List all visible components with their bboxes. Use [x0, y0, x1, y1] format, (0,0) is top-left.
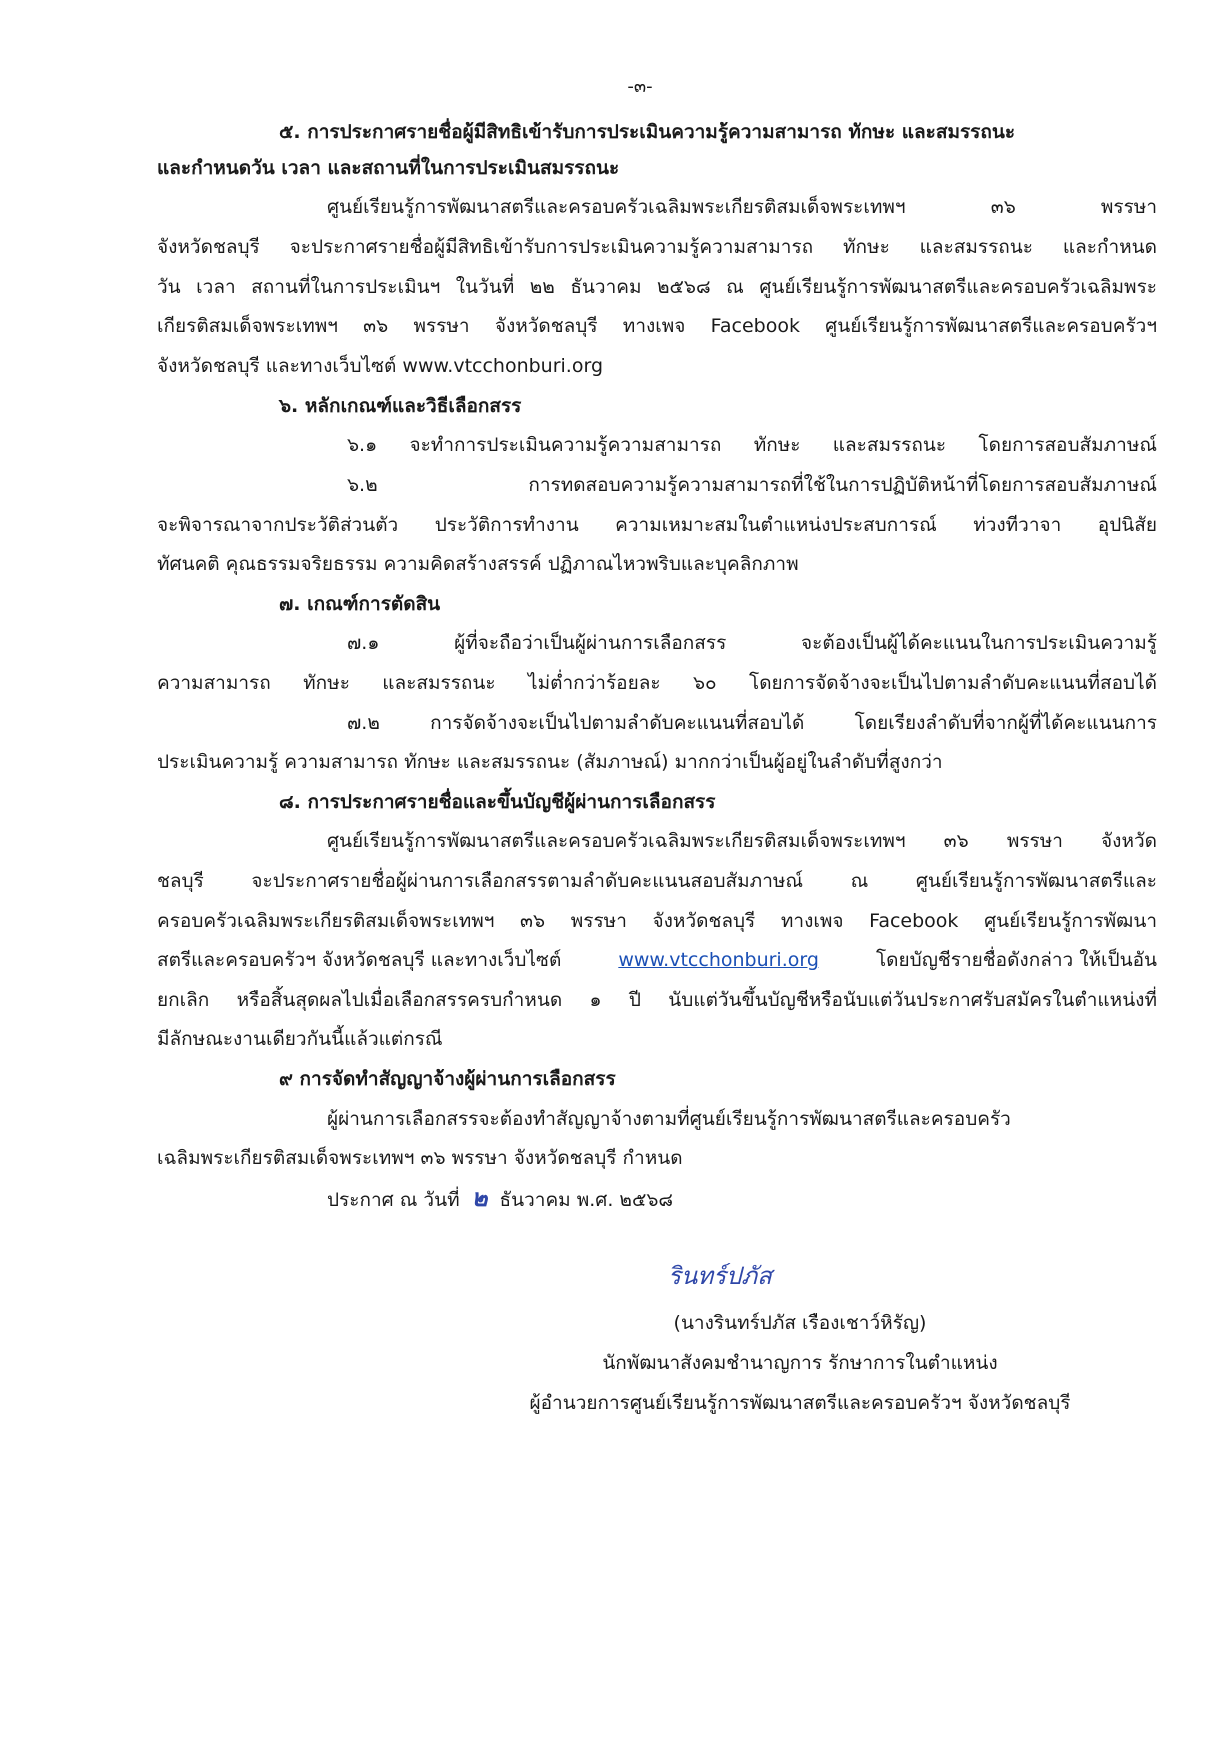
- signatory-name: (นางรินทร์ปภัส เรืองเชาว์หิรัญ): [673, 1312, 927, 1334]
- section8-heading: ๘. การประกาศรายชื่อและขึ้นบัญชีผู้ผ่านการเลือกสรร: [279, 791, 716, 813]
- section5-heading-2: และกำหนดวัน เวลา และสถานที่ในการประเมินสมรรถนะ: [157, 157, 620, 179]
- section7-item-2-line-1: ๗.๒ การจัดจ้างจะเป็นไปตามลำดับคะแนนที่สอบได้ โดยเรียงลำดับที่จากผู้ที่ได้คะแนนการ: [347, 712, 1157, 734]
- announcement-suffix: ธันวาคม พ.ศ. ๒๕๖๘: [499, 1189, 674, 1211]
- section5-line-3: วัน เวลา สถานที่ในการประเมินฯ ในวันที่ ๒๒ ธันวาคม ๒๕๖๘ ณ ศูนย์เรียนรู้การพัฒนาสตรีและครอบครัวเฉลิมพระ: [157, 276, 1157, 298]
- website-link[interactable]: www.vtcchonburi.org: [618, 949, 819, 971]
- section8-line-6: มีลักษณะงานเดียวกันนี้แล้วแต่กรณี: [157, 1028, 443, 1050]
- section5-line-2: จังหวัดชลบุรี จะประกาศรายชื่อผู้มีสิทธิเข้ารับการประเมินความรู้ความสามารถ ทักษะ และสมรรถนะ และกำหนด: [157, 236, 1157, 258]
- section9-heading: ๙ การจัดทำสัญญาจ้างผู้ผ่านการเลือกสรร: [279, 1068, 616, 1090]
- section8-line-1: ศูนย์เรียนรู้การพัฒนาสตรีและครอบครัวเฉลิมพระเกียรติสมเด็จพระเทพฯ ๓๖ พรรษา จังหวัด: [327, 830, 1157, 852]
- section8-line-3: ครอบครัวเฉลิมพระเกียรติสมเด็จพระเทพฯ ๓๖ พรรษา จังหวัดชลบุรี ทางเพจ Facebook ศูนย์เรียนรู้การพัฒนา: [157, 910, 1157, 932]
- announcement-date: [327, 1183, 673, 1213]
- section8-line-4: [157, 945, 1157, 975]
- section6-item-2-line-3: ทัศนคติ คุณธรรมจริยธรรม ความคิดสร้างสรรค์ ปฏิภาณไหวพริบและบุคลิกภาพ: [157, 553, 799, 575]
- section8-line-2: ชลบุรี จะประกาศรายชื่อผู้ผ่านการเลือกสรรตามลำดับคะแนนสอบสัมภาษณ์ ณ ศูนย์เรียนรู้การพัฒนาสตรีและ: [157, 870, 1157, 892]
- section7-heading: ๗. เกณฑ์การตัดสิน: [279, 593, 441, 615]
- section5-line-4: เกียรติสมเด็จพระเทพฯ ๓๖ พรรษา จังหวัดชลบุรี ทางเพจ Facebook ศูนย์เรียนรู้การพัฒนาสตรีและครอบครัวฯ: [157, 315, 1157, 337]
- announcement-prefix: ประกาศ ณ วันที่: [327, 1189, 460, 1211]
- page-number: -๓-: [627, 76, 653, 97]
- signatory-position-2: ผู้อำนวยการศูนย์เรียนรู้การพัฒนาสตรีและครอบครัวฯ จังหวัดชลบุรี: [529, 1392, 1071, 1414]
- section9-line-1: ผู้ผ่านการเลือกสรรจะต้องทำสัญญาจ้างตามที่ศูนย์เรียนรู้การพัฒนาสตรีและครอบครัว: [327, 1108, 1011, 1130]
- announcement-day: ๒: [471, 1183, 488, 1212]
- section9-line-2: เฉลิมพระเกียรติสมเด็จพระเทพฯ ๓๖ พรรษา จังหวัดชลบุรี กำหนด: [157, 1147, 683, 1169]
- section8-line-4-after: โดยบัญชีรายชื่อดังกล่าว ให้เป็นอัน: [875, 949, 1157, 971]
- section8-line-4-before: สตรีและครอบครัวฯ จังหวัดชลบุรี และทางเว็บไซต์: [157, 949, 562, 971]
- section7-item-1-line-1: ๗.๑ ผู้ที่จะถือว่าเป็นผู้ผ่านการเลือกสรร จะต้องเป็นผู้ได้คะแนนในการประเมินความรู้: [347, 632, 1157, 654]
- section8-line-5: ยกเลิก หรือสิ้นสุดผลไปเมื่อเลือกสรรครบกำหนด ๑ ปี นับแต่วันขึ้นบัญชีหรือนับแต่วันประกาศรับสมัครในตำแหน่งที่: [157, 989, 1157, 1011]
- handwritten-signature: รินทร์ปภัส: [668, 1262, 772, 1290]
- section6-item-2-line-1: ๖.๒ การทดสอบความรู้ความสามารถที่ใช้ในการปฏิบัติหน้าที่โดยการสอบสัมภาษณ์: [347, 474, 1157, 496]
- section5-line-5: จังหวัดชลบุรี และทางเว็บไซต์ www.vtcchonburi.org: [157, 355, 604, 377]
- section7-item-1-line-2: ความสามารถ ทักษะ และสมรรถนะ ไม่ต่ำกว่าร้อยละ ๖๐ โดยการจัดจ้างจะเป็นไปตามลำดับคะแนนที่สอบได้: [157, 672, 1157, 694]
- section5-heading-1: ๕. การประกาศรายชื่อผู้มีสิทธิเข้ารับการประเมินความรู้ความสามารถ ทักษะ และสมรรถนะ: [279, 121, 1016, 143]
- section5-line-1: ศูนย์เรียนรู้การพัฒนาสตรีและครอบครัวเฉลิมพระเกียรติสมเด็จพระเทพฯ ๓๖ พรรษา: [327, 196, 1157, 218]
- section6-item-2-line-2: จะพิจารณาจากประวัติส่วนตัว ประวัติการทำงาน ความเหมาะสมในตำแหน่งประสบการณ์ ท่วงทีวาจา อุปนิสัย: [157, 514, 1157, 536]
- signatory-position-1: นักพัฒนาสังคมชำนาญการ รักษาการในตำแหน่ง: [602, 1352, 998, 1374]
- section6-item-1: ๖.๑ จะทำการประเมินความรู้ความสามารถ ทักษะ และสมรรถนะ โดยการสอบสัมภาษณ์: [347, 434, 1157, 456]
- section7-item-2-line-2: ประเมินความรู้ ความสามารถ ทักษะ และสมรรถนะ (สัมภาษณ์) มากกว่าเป็นผู้อยู่ในลำดับที่สูงกว่า: [157, 751, 943, 773]
- section6-heading: ๖. หลักเกณฑ์และวิธีเลือกสรร: [279, 395, 522, 417]
